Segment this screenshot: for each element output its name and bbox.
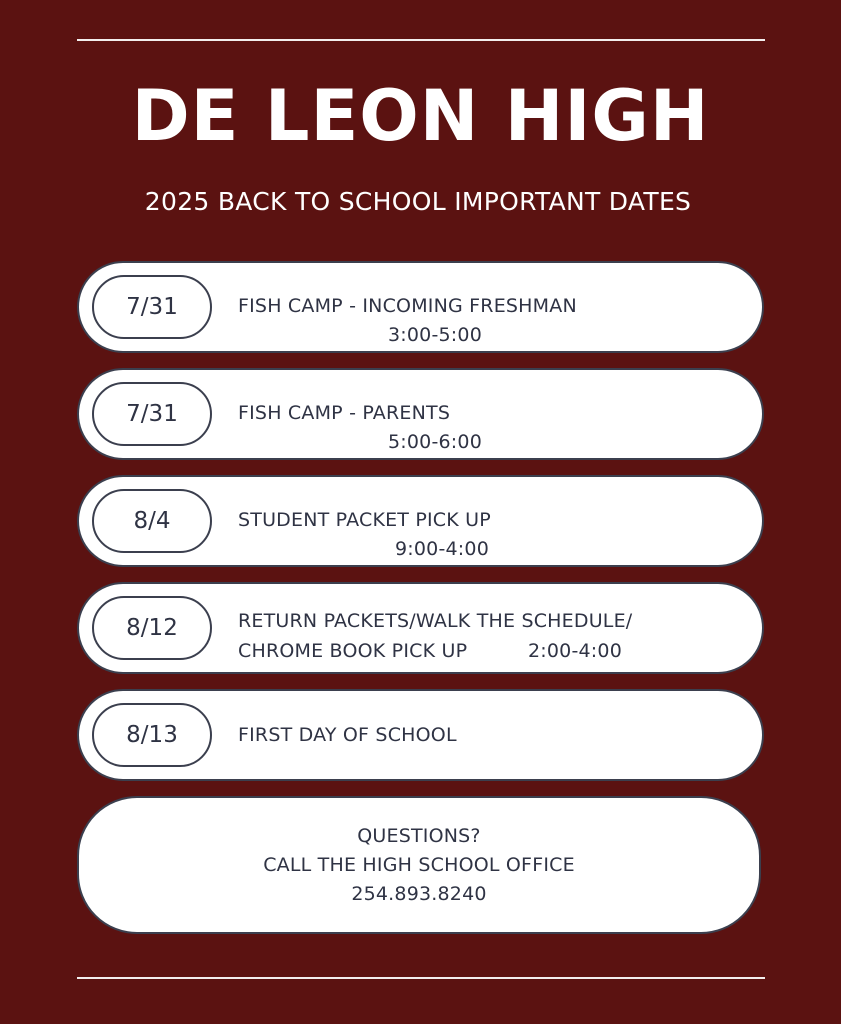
event-date: 8/13 — [92, 703, 212, 767]
event-time: 5:00-6:00 — [388, 431, 482, 453]
top-divider — [77, 39, 765, 41]
event-title: FISH CAMP - INCOMING FRESHMAN — [238, 295, 577, 317]
event-card — [77, 368, 764, 460]
bottom-divider — [77, 977, 765, 979]
contact-instruction: CALL THE HIGH SCHOOL OFFICE — [263, 853, 575, 876]
event-time: 2:00-4:00 — [528, 640, 622, 662]
page-title: DE LEON HIGH — [131, 75, 710, 157]
event-title: RETURN PACKETS/WALK THE SCHEDULE/ — [238, 610, 633, 632]
event-time: 3:00-5:00 — [388, 324, 482, 346]
event-title-line2: CHROME BOOK PICK UP — [238, 640, 468, 662]
event-date: 8/12 — [92, 596, 212, 660]
event-title: FIRST DAY OF SCHOOL — [238, 724, 457, 746]
event-card — [77, 261, 764, 353]
event-card — [77, 582, 764, 674]
event-date: 8/4 — [92, 489, 212, 553]
event-time: 9:00-4:00 — [395, 538, 489, 560]
event-card — [77, 475, 764, 567]
event-title: FISH CAMP - PARENTS — [238, 402, 451, 424]
contact-phone: 254.893.8240 — [351, 882, 487, 905]
event-date: 7/31 — [92, 275, 212, 339]
page-subtitle: 2025 BACK TO SCHOOL IMPORTANT DATES — [144, 187, 692, 216]
event-title: STUDENT PACKET PICK UP — [238, 509, 491, 531]
contact-card — [77, 796, 761, 934]
event-date: 7/31 — [92, 382, 212, 446]
contact-question: QUESTIONS? — [357, 824, 481, 847]
event-card — [77, 689, 764, 781]
